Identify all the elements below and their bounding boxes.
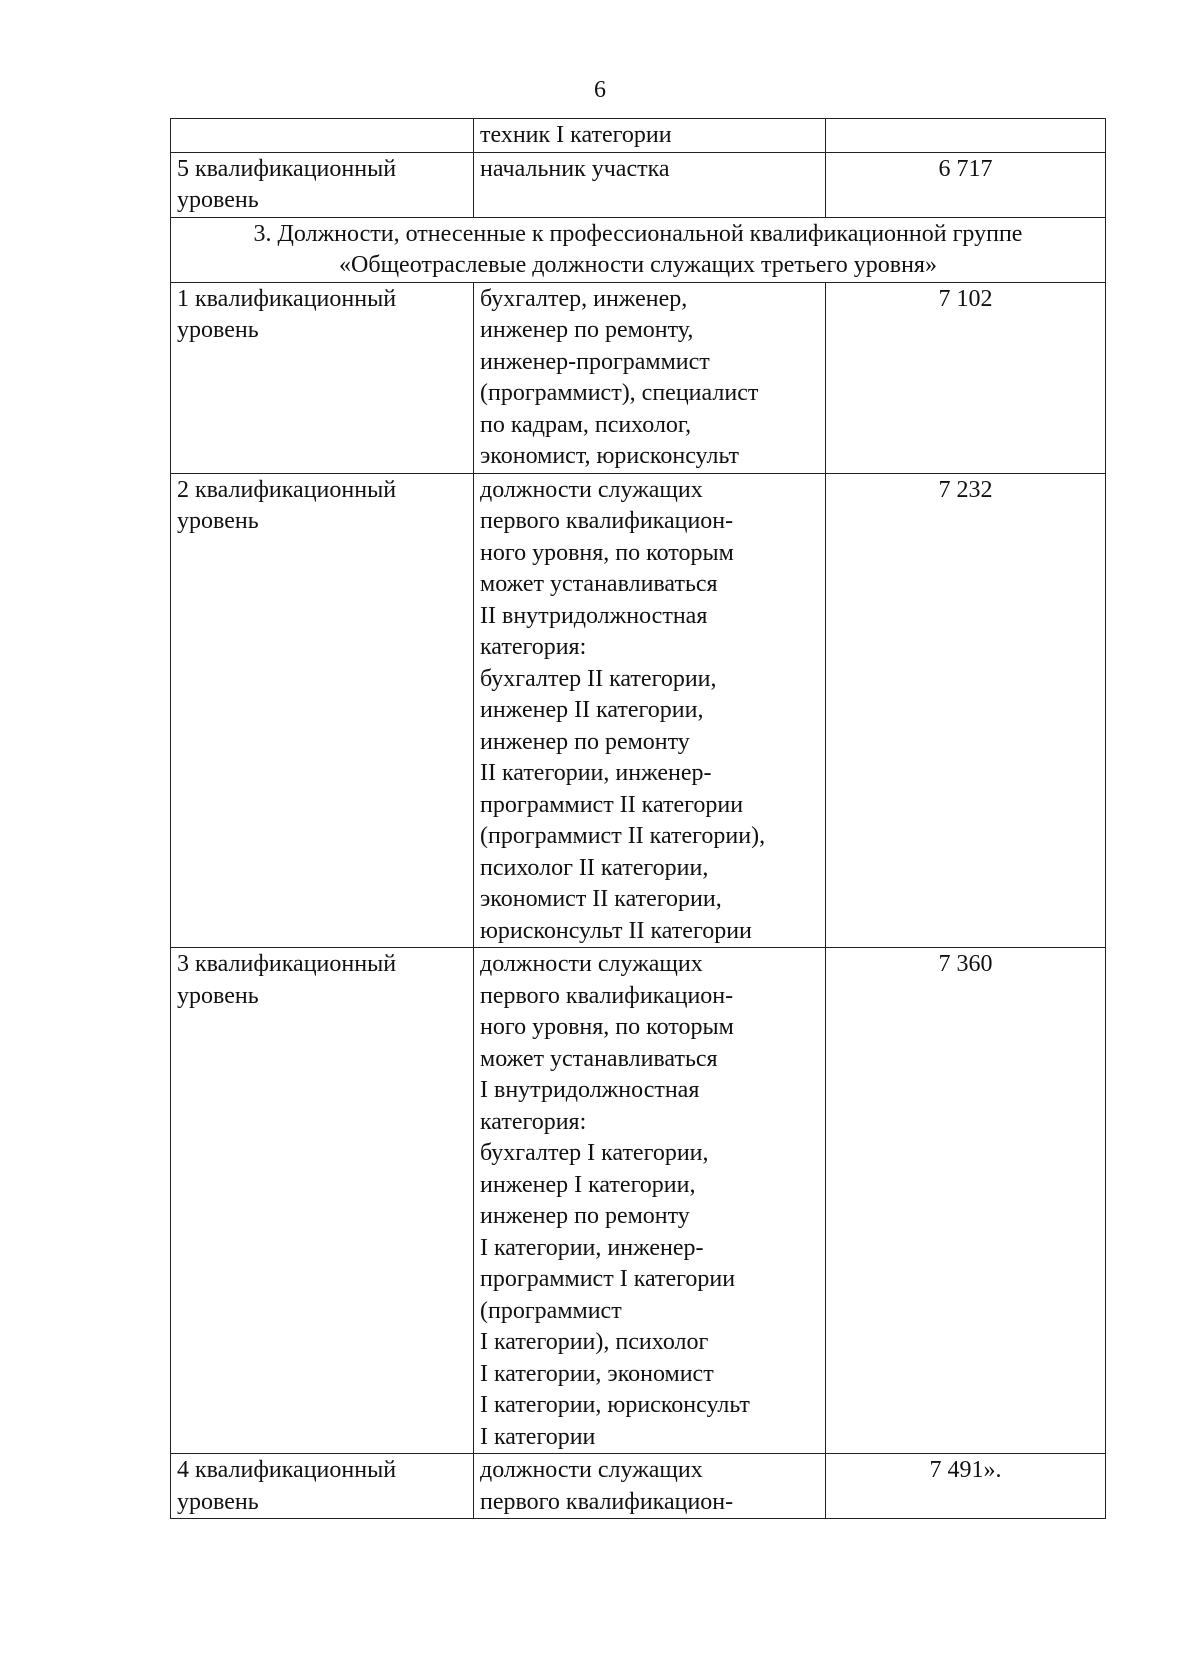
positions-cell: должности служащих первого квалификацион- [474,1454,826,1519]
table-row [171,282,1106,473]
salary-cell: 7 232 [826,473,1106,948]
level-cell: 2 квалификационный уровень [171,473,474,948]
level-cell: 1 квалификационный уровень [171,282,474,473]
table-row [171,152,1106,217]
table-row [171,1454,1106,1519]
salary-cell [826,119,1106,153]
section-heading-row [171,217,1106,282]
positions-cell: бухгалтер, инженер, инженер по ремонту, инженер-программист (программист), специалист по кадрам, психолог, экономист, юрисконсульт [474,282,826,473]
positions-cell: должности служащих первого квалификацион- ного уровня, по которым может устанавливаться II внутридолжностная категория: бухгалтер II категории, инженер II категории, инженер по ремонту II категории, инженер- программист II категории (программист II категории), психолог II категории, экономист II категории, юрисконсульт II категории [474,473,826,948]
positions-cell: должности служащих первого квалификацион- ного уровня, по которым может устанавливаться I внутридолжностная категория: бухгалтер I категории, инженер I категории, инженер по ремонту I категории, инженер- программист I категории (программист I категории), психолог I категории, экономист I категории, юрисконсульт I категории [474,948,826,1454]
salary-cell: 7 102 [826,282,1106,473]
level-cell: 3 квалификационный уровень [171,948,474,1454]
positions-cell: техник I категории [474,119,826,153]
level-cell [171,119,474,153]
salary-cell: 7 360 [826,948,1106,1454]
table-row [171,473,1106,948]
page-number: 6 [594,77,606,103]
table-row [171,119,1106,153]
level-cell: 5 квалификационный уровень [171,152,474,217]
section-heading: 3. Должности, отнесенные к профессиональной квалификационной группе «Общеотраслевые должности служащих третьего уровня» [171,217,1106,282]
level-cell: 4 квалификационный уровень [171,1454,474,1519]
salary-cell: 7 491». [826,1454,1106,1519]
salary-table [170,118,1106,1519]
table-row [171,948,1106,1454]
positions-cell: начальник участка [474,152,826,217]
salary-cell: 6 717 [826,152,1106,217]
